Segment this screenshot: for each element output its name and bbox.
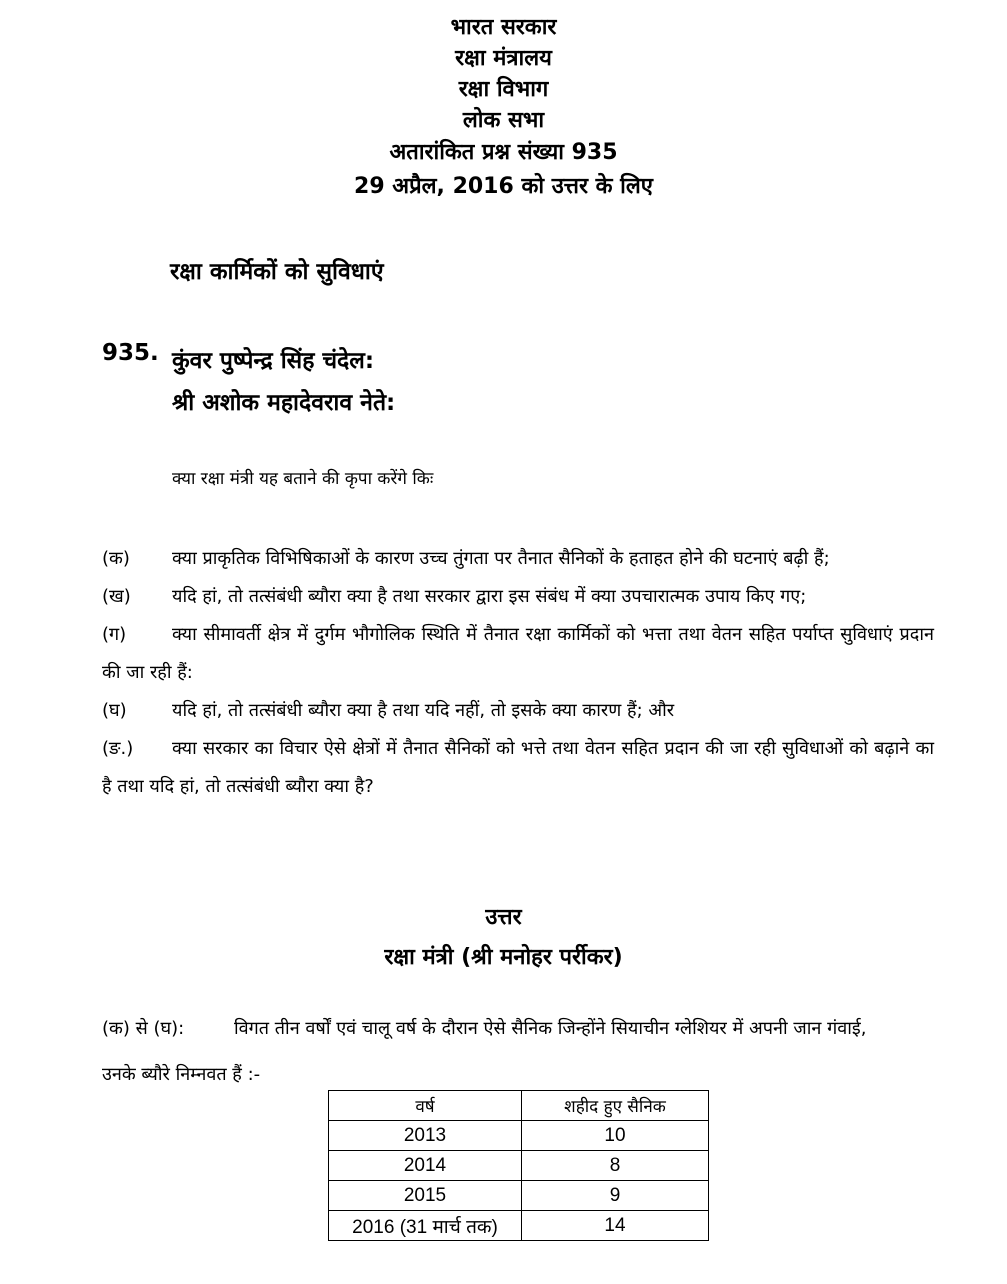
table-row: [329, 1181, 709, 1211]
part-text: क्या सीमावर्ती क्षेत्र में दुर्गम भौगोलिक स्थिति में तैनात रक्षा कार्मिकों को भत्ता तथा वेतन सहित पर्याप्त सुविधाएं प्रदान की जा रही हैं:: [102, 624, 934, 683]
part-text: यदि हां, तो तत्संबंधी ब्यौरा क्या है तथा यदि नहीं, तो इसके क्या कारण हैं; और: [172, 700, 675, 721]
question-part: [102, 578, 934, 616]
cell-count: 14: [522, 1211, 709, 1241]
answer-minister: रक्षा मंत्री (श्री मनोहर पर्रीकर): [384, 945, 623, 970]
cell-year: 2013: [329, 1121, 522, 1151]
answer-label: (क) से (घ):: [102, 1018, 185, 1039]
question-members: [172, 340, 395, 424]
question-part: [102, 540, 934, 578]
answer-paragraph: [102, 1006, 902, 1098]
question-part: [102, 692, 934, 730]
header-ministry: रक्षा मंत्रालय: [455, 46, 552, 71]
part-text: क्या सरकार का विचार ऐसे क्षेत्रों में तैनात सैनिकों को भत्ते तथा वेतन सहित प्रदान की जा रही सुविधाओं को बढ़ाने का है तथा यदि हां, तो तत्संबंधी ब्यौरा क्या है?: [102, 738, 934, 797]
header-government: भारत सरकार: [450, 15, 557, 40]
question-subject: रक्षा कार्मिकों को सुविधाएं: [170, 259, 384, 285]
part-label: (ङ.): [102, 738, 134, 759]
table-row: [329, 1151, 709, 1181]
table-row: [329, 1121, 709, 1151]
header-department: रक्षा विभाग: [458, 77, 549, 102]
header-question-number: अतारांकित प्रश्न संख्या 935: [389, 140, 618, 165]
part-label: (ग): [102, 624, 127, 645]
question-part: [102, 730, 934, 806]
member-name: श्री अशोक महादेवराव नेते:: [172, 390, 396, 416]
document-header: [0, 12, 1007, 204]
part-text: क्या प्राकृतिक विभिषिकाओं के कारण उच्च तुंगता पर तैनात सैनिकों के हताहत होने की घटनाएं बढ़ी हैं;: [172, 548, 830, 569]
question-part: [102, 616, 934, 692]
question-intro: क्या रक्षा मंत्री यह बताने की कृपा करेंगे किः: [172, 469, 434, 489]
part-label: (घ): [102, 700, 127, 721]
table-header-row: [329, 1091, 709, 1121]
column-header-martyred: शहीद हुए सैनिक: [522, 1091, 709, 1121]
answer-heading: उत्तर: [485, 905, 522, 930]
casualties-table: [328, 1090, 709, 1241]
cell-year: 2015: [329, 1181, 522, 1211]
cell-year: 2014: [329, 1151, 522, 1181]
answer-title: [0, 898, 1007, 978]
part-text: यदि हां, तो तत्संबंधी ब्यौरा क्या है तथा सरकार द्वारा इस संबंध में क्या उपचारात्मक उपाय किए गए;: [172, 586, 807, 607]
part-label: (क): [102, 548, 130, 569]
header-answer-date: 29 अप्रैल, 2016 को उत्तर के लिए: [354, 174, 653, 199]
header-house: लोक सभा: [462, 108, 545, 133]
member-name: कुंवर पुष्पेन्द्र सिंह चंदेल:: [172, 348, 375, 374]
cell-count: 8: [522, 1151, 709, 1181]
cell-year: 2016 (31 मार्च तक): [329, 1211, 522, 1241]
part-label: (ख): [102, 586, 131, 607]
question-parts: [102, 540, 934, 806]
cell-count: 9: [522, 1181, 709, 1211]
cell-count: 10: [522, 1121, 709, 1151]
column-header-year: वर्ष: [329, 1091, 522, 1121]
question-number: 935.: [102, 340, 159, 366]
answer-text: विगत तीन वर्षों एवं चालू वर्ष के दौरान ऐसे सैनिक जिन्होंने सियाचीन ग्लेशियर में अपनी जान गंवाई, उनके ब्यौरे निम्नवत हैं :-: [102, 1018, 867, 1085]
table-row: [329, 1211, 709, 1241]
